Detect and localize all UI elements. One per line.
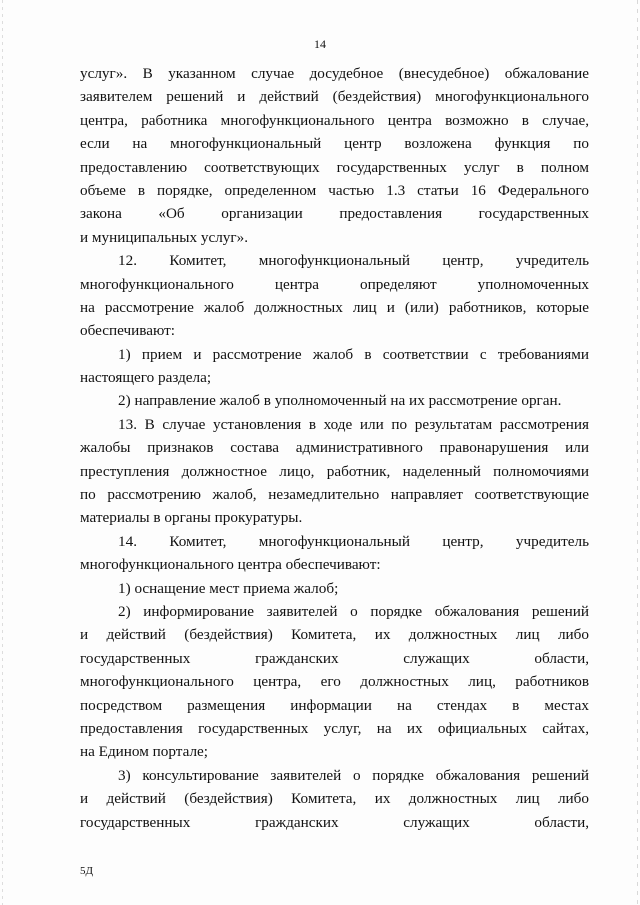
text-line: 13. В случае установления в ходе или по результатам рассмотрения [118,415,589,433]
text-line: 1) прием и рассмотрение жалоб в соответствии с требованиями [118,345,589,363]
text-line: государственных гражданских служащих области, [80,649,589,667]
text-line: заявителем решений и действий (бездействия) многофункционального [80,88,589,106]
text-line: государственных гражданских служащих области, [80,813,589,831]
text-line: посредством размещения информации на стендах в местах [80,696,589,714]
text-line: многофункционального центра, его должностных лиц, работников [80,673,589,691]
text-line: по рассмотрению жалоб, незамедлительно направляет соответствующие [80,486,589,504]
text-line: многофункционального центра обеспечивают: [80,556,381,574]
text-line: 3) консультирование заявителей о порядке обжалования решений [118,766,589,784]
text-line: закона «Об организации предоставления государственных [80,205,589,223]
text-line: предоставлению соответствующих государственных услуг в полном [80,158,589,176]
text-line: и действий (бездействия) Комитета, их должностных лиц либо [80,790,589,808]
text-line: 14. Комитет, многофункциональный центр, учредитель [118,532,589,550]
text-line: объеме в порядке, определенном частью 1.3 статьи 16 Федерального [80,181,589,199]
scan-edge-left [2,0,3,905]
text-line: 2) информирование заявителей о порядке обжалования решений [118,602,589,620]
text-line: центра, работника многофункционального центра возможно в случае, [80,111,589,129]
page-number: 14 [314,37,326,51]
text-line: и действий (бездействия) Комитета, их должностных лиц либо [80,626,589,644]
text-line: жалобы признаков состава административного правонарушения или [80,439,589,457]
scan-edge-right [637,0,638,905]
text-line: на Едином портале; [80,743,208,761]
text-line: настоящего раздела; [80,369,212,387]
text-line: преступления должностное лицо, работник, наделенный полномочиями [80,462,589,480]
text-line: 1) оснащение мест приема жалоб; [118,579,339,597]
text-line: на рассмотрение жалоб должностных лиц и (или) работников, которые [80,298,589,316]
text-line: если на многофункциональный центр возложена функция по [80,135,589,153]
footer-mark: 5Д [80,865,94,877]
text-line: предоставления государственных услуг, на их официальных сайтах, [80,719,589,737]
document-body [80,62,589,834]
text-line: многофункционального центра определяют уполномоченных [80,275,589,293]
text-line: 12. Комитет, многофункциональный центр, учредитель [118,252,589,270]
text-line: и муниципальных услуг». [80,228,248,246]
text-line: материалы в органы прокуратуры. [80,509,303,527]
text-line: 2) направление жалоб в уполномоченный на их рассмотрение орган. [118,392,562,410]
text-line: обеспечивают: [80,322,175,340]
text-line: услуг». В указанном случае досудебное (внесудебное) обжалование [80,65,589,82]
